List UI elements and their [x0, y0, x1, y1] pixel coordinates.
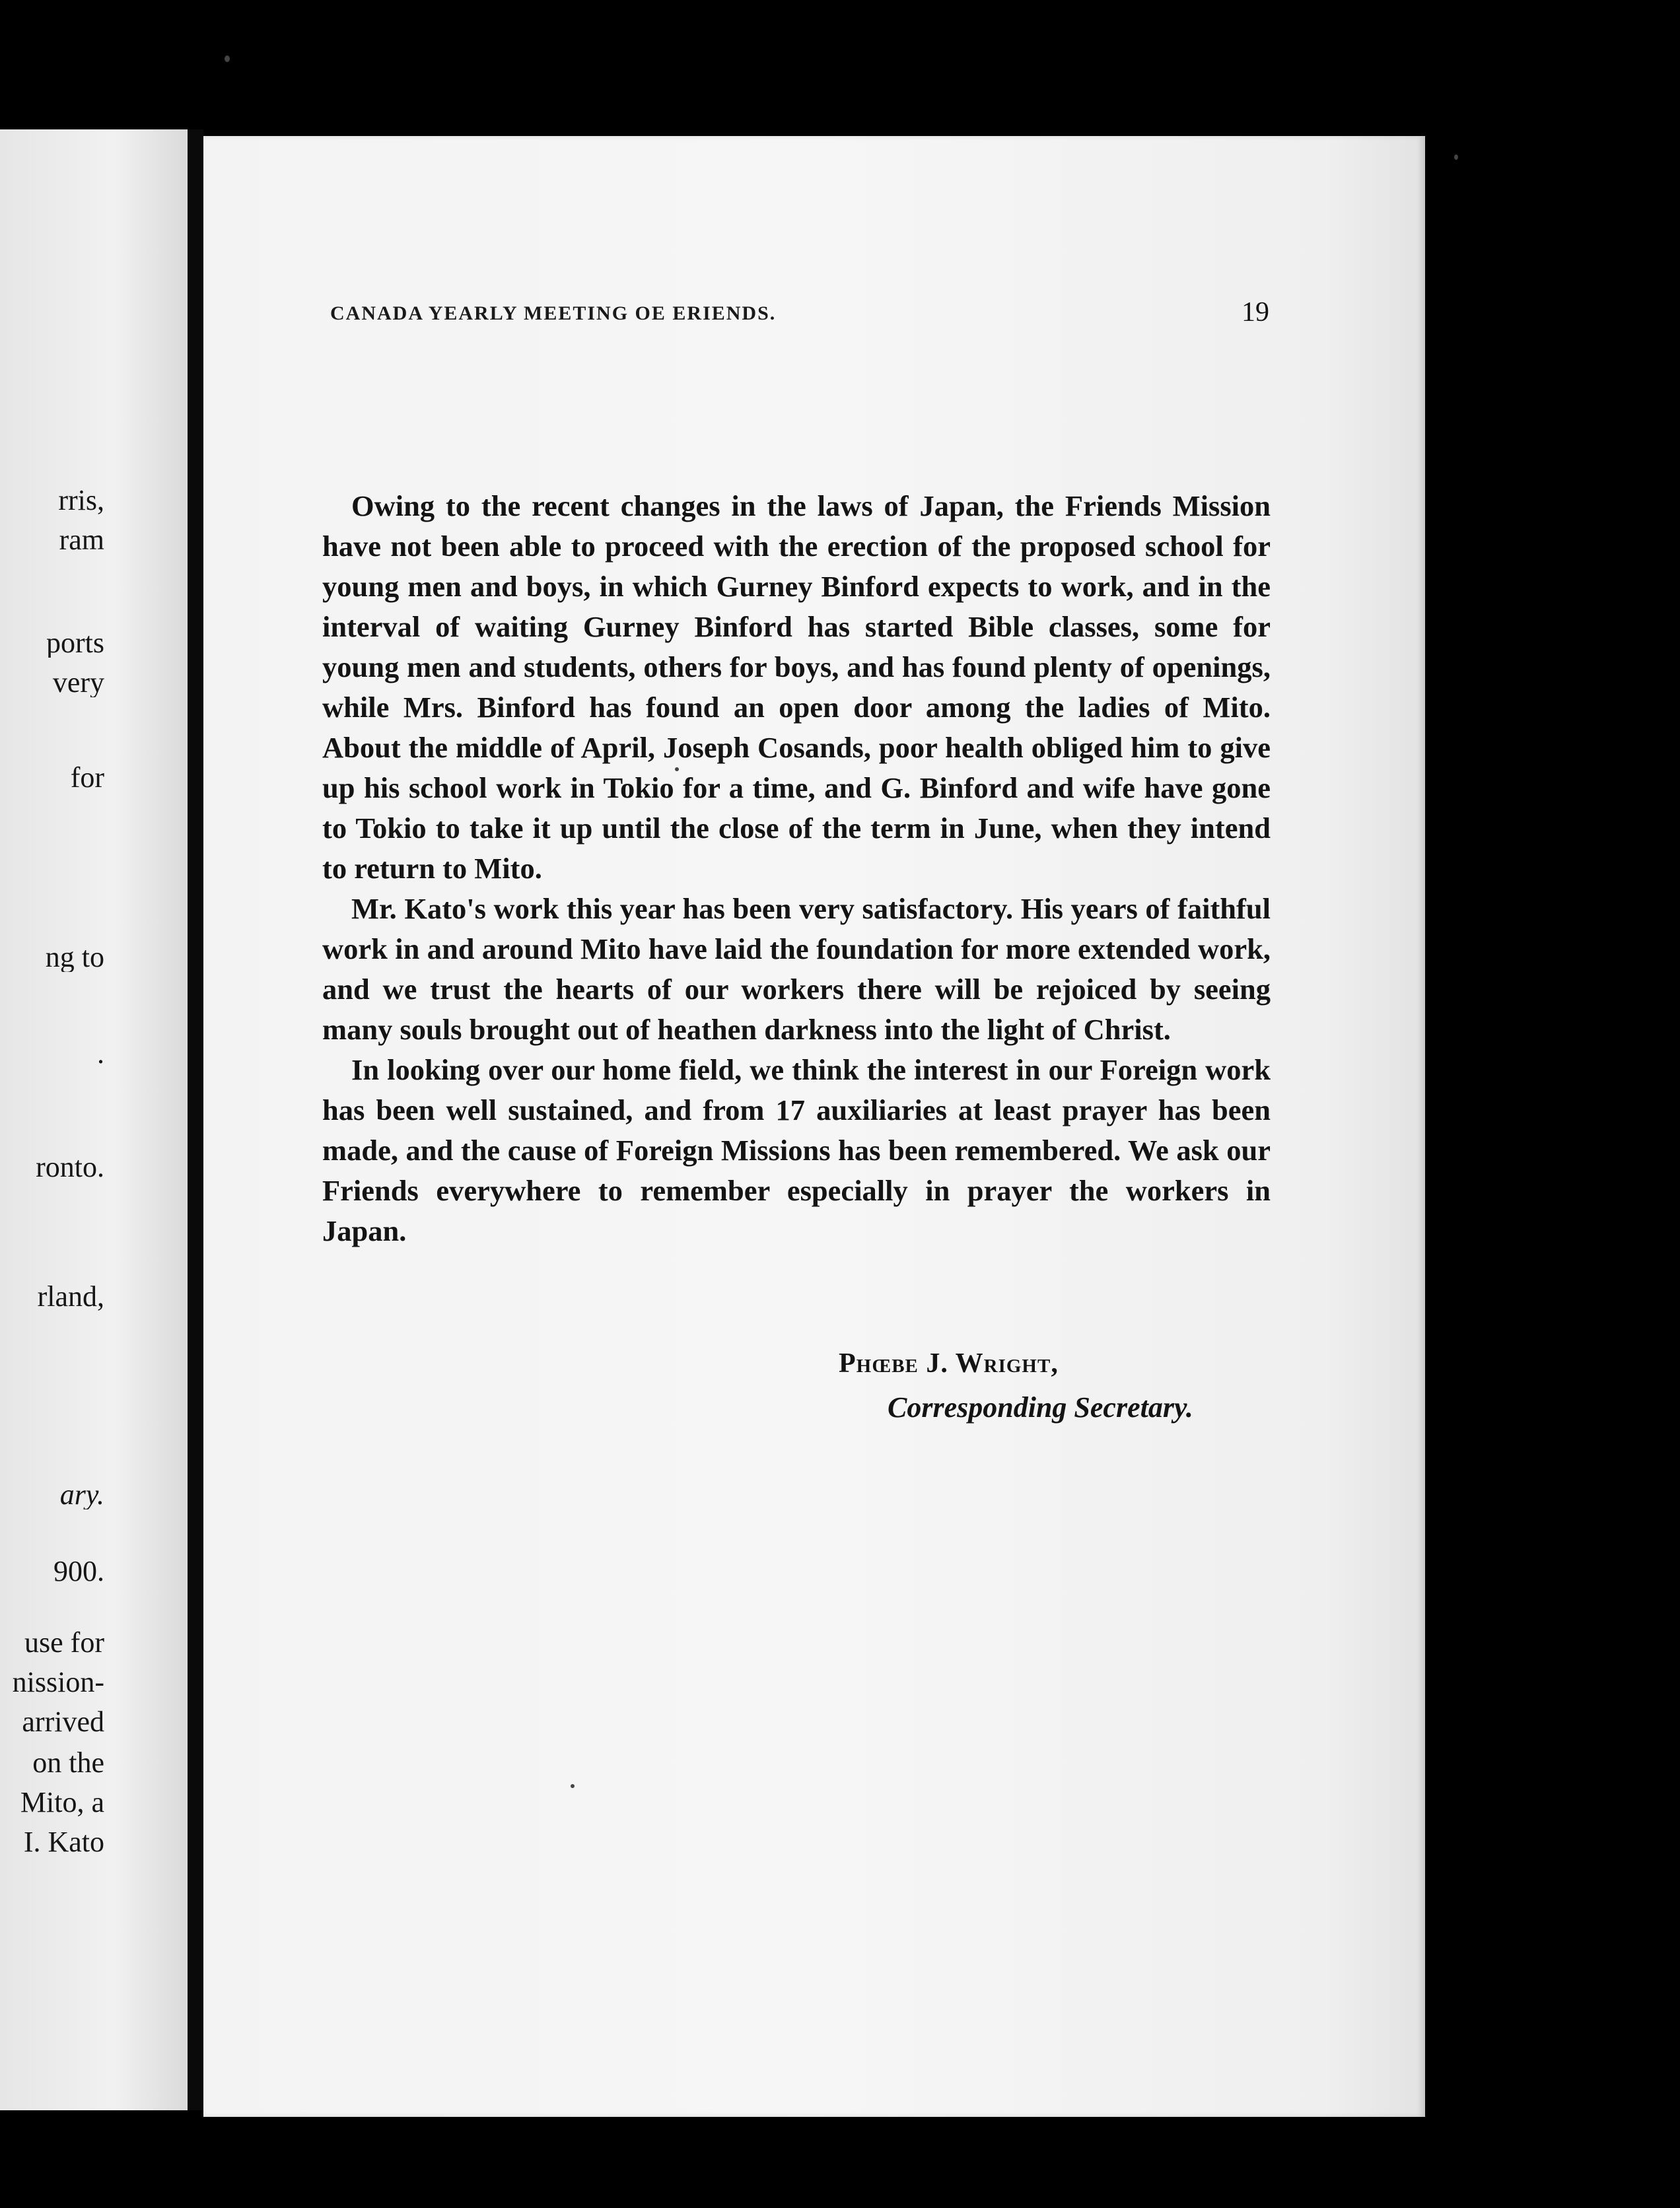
left-page-line: on the [32, 1748, 104, 1777]
scan-speck [571, 1784, 575, 1788]
running-head: CANADA YEARLY MEETING OE ERIENDS. [330, 302, 777, 324]
left-page-line: nission- [12, 1668, 104, 1697]
body-text [322, 486, 1271, 1251]
left-page-line: ports [46, 629, 104, 658]
signature-name: Phœbe J. Wright, [839, 1348, 1059, 1379]
signature-title: Corresponding Secretary. [888, 1391, 1193, 1424]
page-number: 19 [1242, 297, 1269, 328]
paragraph: Owing to the recent changes in the laws of Japan, the Friends Mission have not been able to proceed with the erection of the proposed school for young men and boys, in which Gurney Binford expects to work, and in the interval of waiting Gurney Binford has started Bible classes, some for young men and students, others for boys, and has found plenty of openings, while Mrs. Binford has found an open door among the ladies of Mito. About the middle of April, Joseph Cosands, poor health obliged him to give up his school work in Tokio for a time, and G. Binford and wife have gone to Tokio to take it up until the close of the term in June, when they intend to return to Mito. [322, 489, 1271, 885]
left-page-line: for [70, 763, 104, 792]
left-page-line: 900. [53, 1557, 104, 1586]
left-page-line: Mito, a [20, 1788, 104, 1817]
left-page-line: use for [24, 1628, 104, 1657]
left-page-line: rris, [58, 486, 104, 515]
left-facing-page [0, 129, 192, 2110]
paragraph: In looking over our home field, we think the interest in our Foreign work has been well sustained, and from 17 auxiliaries at least prayer has been made, and the cause of Foreign Missions has been remembered. We ask our Friends everywhere to remember especially in prayer the workers in Japan. [322, 1053, 1271, 1247]
scan-speck [225, 55, 230, 62]
left-page-line: very [52, 668, 104, 697]
left-page-line: ary. [59, 1480, 104, 1509]
scan-speck [1454, 155, 1458, 160]
book-gutter [188, 129, 203, 2110]
paragraph: Mr. Kato's work this year has been very satisfactory. His years of faithful work in and around Mito have laid the foundation for more extended work, and we trust the hearts of our workers there will be rejoiced by seeing many souls brought out of heathen darkness into the light of Christ. [322, 892, 1271, 1046]
left-page-line: arrived [22, 1708, 104, 1737]
left-page-line: I. Kato [23, 1828, 104, 1857]
left-page-line: rland, [37, 1282, 104, 1311]
scan-speck [675, 767, 679, 771]
left-page-line: ronto. [36, 1153, 104, 1182]
left-page-line: ram [59, 526, 104, 555]
left-page-line: ng to [45, 943, 104, 972]
left-page-line: . [97, 1039, 104, 1068]
